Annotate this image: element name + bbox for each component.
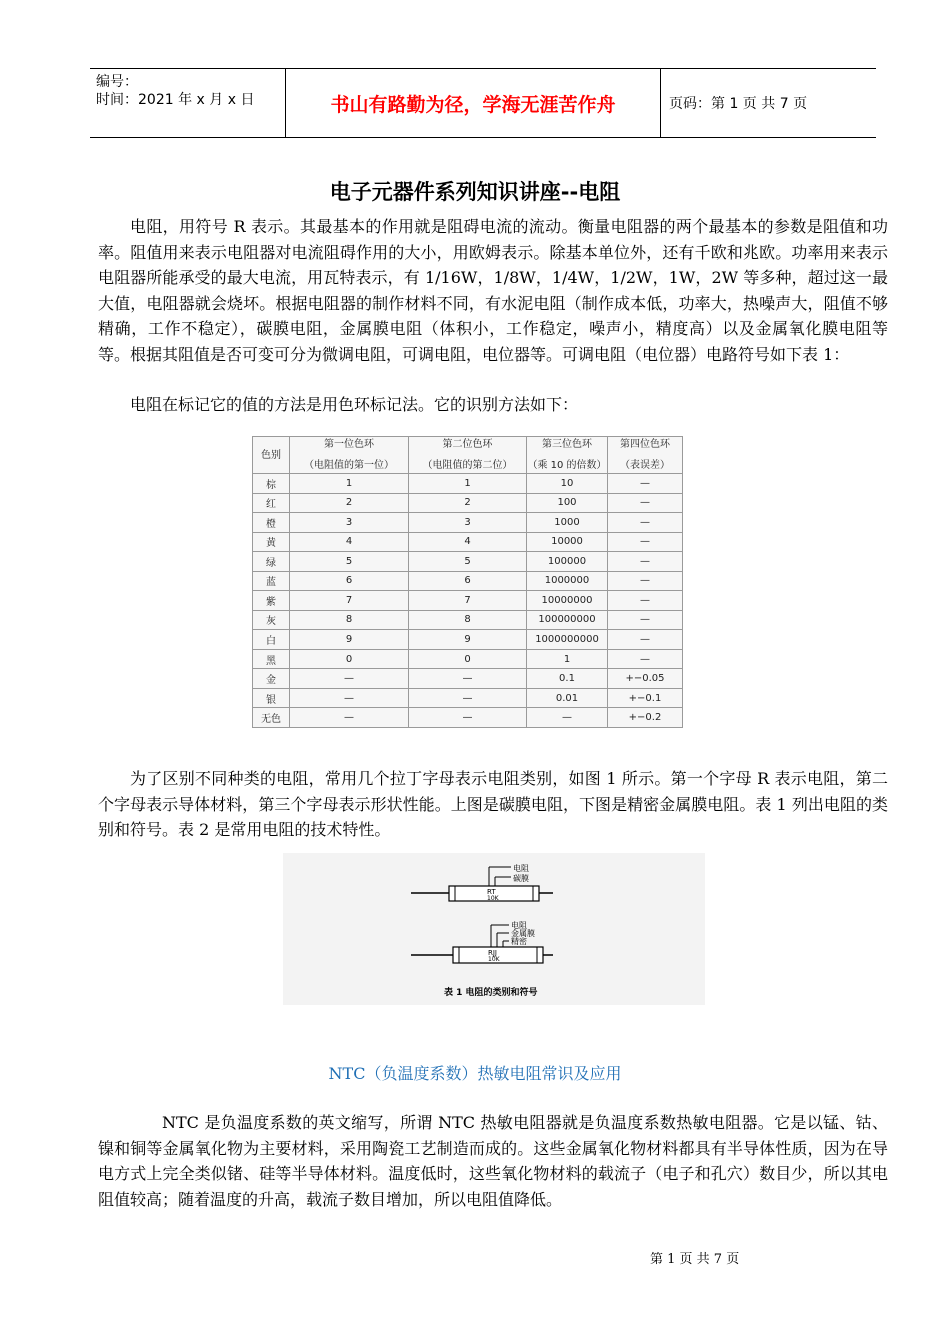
table-cell: +−0.1 <box>608 688 683 708</box>
table-row <box>253 630 683 650</box>
header-band-3: 第三位色环 （乘 10 的倍数） <box>527 437 608 474</box>
table-cell: 金 <box>253 669 290 689</box>
table-cell: 绿 <box>253 552 290 572</box>
top-code: RT <box>487 888 496 896</box>
bottom-label-2: 金属膜 <box>511 929 535 938</box>
table-cell: 5 <box>290 552 409 572</box>
table-cell: 9 <box>409 630 527 650</box>
table-cell: — <box>527 708 608 728</box>
page-footer: 第 1 页 共 7 页 <box>650 1252 740 1267</box>
table-cell: 0.01 <box>527 688 608 708</box>
table-cell: 1 <box>409 474 527 494</box>
resistor-diagram <box>283 853 705 1005</box>
table-cell: 棕 <box>253 474 290 494</box>
table-cell: — <box>608 474 683 494</box>
table-row <box>253 708 683 728</box>
table-cell: 4 <box>290 532 409 552</box>
page-title: 电子元器件系列知识讲座--电阻 <box>329 180 621 204</box>
table-row <box>253 669 683 689</box>
table-cell: 10000000 <box>527 591 608 611</box>
table-cell: 无色 <box>253 708 290 728</box>
table-cell: 8 <box>290 610 409 630</box>
paragraph-letter-codes: 为了区别不同种类的电阻，常用几个拉丁字母表示电阻类别，如图 1 所示。第一个字母 R 表示电阻，第二个字母表示导体材料，第三个字母表示形状性能。上图是碳膜电阻，下图是精密金属膜电阻。表 1 列出电阻的类别和符号。表 2 是常用电阻的技术特性。 <box>98 769 888 839</box>
table-cell: 黑 <box>253 649 290 669</box>
table-cell: 100 <box>527 493 608 513</box>
table-cell: — <box>608 591 683 611</box>
paragraph-color-code: 电阻在标记它的值的方法是用色环标记法。它的识别方法如下： <box>130 395 579 414</box>
paragraph-intro: 电阻，用符号 R 表示。其最基本的作用就是阻碍电流的流动。衡量电阻器的两个最基本的参数是阻值和功率。阻值用来表示电阻器对电流阻碍作用的大小，用欧姆表示。除基本单位外，还有千欧和兆欧。功率用来表示电阻器所能承受的最大电流，用瓦特表示，有 1/16W，1/8W，1/4W，1/2W，1W，2W 等多种，超过这一最大值，电阻器就会烧坏。根据电阻器的制作材料不同，有水泥电阻（制作成本低，功率大，热噪声大，阻值不够精确，工作不稳定），碳膜电阻，金属膜电阻（体积小，工作稳定，噪声小，精度高）以及金属氧化膜电阻等等。根据其阻值是否可变可分为微调电阻，可调电阻，电位器等。可调电阻（电位器）电路符号如下表 1： <box>98 217 888 364</box>
time-label: 时间：2021 年 x 月 x 日 <box>96 92 255 108</box>
table-cell: — <box>290 688 409 708</box>
table-cell: — <box>409 708 527 728</box>
table-cell: 3 <box>290 513 409 533</box>
ntc-heading: NTC（负温度系数）热敏电阻常识及应用 <box>328 1064 622 1083</box>
table-cell: 蓝 <box>253 571 290 591</box>
table-cell: 6 <box>290 571 409 591</box>
bottom-code: RJJ <box>488 949 497 957</box>
page-header <box>90 68 876 138</box>
table-cell: 8 <box>409 610 527 630</box>
table-cell: 1000000000 <box>527 630 608 650</box>
resistor-figure <box>283 853 705 1005</box>
table-row <box>253 474 683 494</box>
table-cell: — <box>608 571 683 591</box>
top-value: 10K <box>487 895 499 902</box>
header-motto: 书山有路勤为径，学海无涯苦作舟 <box>286 69 661 137</box>
table-cell: 7 <box>409 591 527 611</box>
table-cell: +−0.2 <box>608 708 683 728</box>
paragraph-ntc: NTC 是负温度系数的英文缩写，所谓 NTC 热敏电阻器就是负温度系数热敏电阻器。它是以锰、钴、镍和铜等金属氧化物为主要材料，采用陶瓷工艺制造而成的。这些金属氧化物材料都具有半导体性质，因为在导电方式上完全类似锗、硅等半导体材料。温度低时，这些氧化物材料的载流子（电子和孔穴）数目少，所以其电阻值较高；随着温度的升高，载流子数目增加，所以电阻值降低。 <box>98 1113 888 1209</box>
bottom-value: 10K <box>488 956 500 963</box>
table-cell: 紫 <box>253 591 290 611</box>
table-cell: — <box>608 493 683 513</box>
table-cell: — <box>608 630 683 650</box>
table-cell: 5 <box>409 552 527 572</box>
table-row <box>253 610 683 630</box>
header-band-4: 第四位色环 （表误差） <box>608 437 683 474</box>
table-cell: 黄 <box>253 532 290 552</box>
table-cell: — <box>290 669 409 689</box>
table-cell: 100000 <box>527 552 608 572</box>
top-label-2: 碳膜 <box>513 874 529 883</box>
table-cell: 0 <box>409 649 527 669</box>
table-cell: 1000 <box>527 513 608 533</box>
header-band-1: 第一位色环 （电阻值的第一位） <box>290 437 409 474</box>
color-code-table <box>252 436 682 728</box>
table-cell: 10000 <box>527 532 608 552</box>
table-cell: 10 <box>527 474 608 494</box>
table-row <box>253 591 683 611</box>
bottom-label-1: 电阻 <box>511 921 527 930</box>
table-row <box>253 688 683 708</box>
table-cell: 2 <box>290 493 409 513</box>
table-cell: — <box>409 669 527 689</box>
table-cell: 4 <box>409 532 527 552</box>
table-cell: — <box>608 532 683 552</box>
table-cell: — <box>608 513 683 533</box>
table-cell: — <box>608 552 683 572</box>
table-cell: 0.1 <box>527 669 608 689</box>
table-cell: 白 <box>253 630 290 650</box>
table-cell: 9 <box>290 630 409 650</box>
table-cell: — <box>409 688 527 708</box>
color-code-grid <box>252 436 683 728</box>
table-cell: 6 <box>409 571 527 591</box>
header-color: 色别 <box>253 437 290 474</box>
table-header-row <box>253 437 683 474</box>
table-cell: 7 <box>290 591 409 611</box>
table-cell: — <box>608 610 683 630</box>
table-row <box>253 571 683 591</box>
table-cell: 100000000 <box>527 610 608 630</box>
header-page-label: 页码：第 1 页 共 7 页 <box>669 96 808 112</box>
table-cell: — <box>608 649 683 669</box>
table-cell: 1 <box>290 474 409 494</box>
table-cell: 3 <box>409 513 527 533</box>
table-row <box>253 649 683 669</box>
table-cell: 2 <box>409 493 527 513</box>
table-cell: 1 <box>527 649 608 669</box>
table-cell: 1000000 <box>527 571 608 591</box>
table-cell: +−0.05 <box>608 669 683 689</box>
table-cell: — <box>290 708 409 728</box>
table-row <box>253 513 683 533</box>
table-cell: 灰 <box>253 610 290 630</box>
header-band-2: 第二位色环 （电阻值的第二位） <box>409 437 527 474</box>
bottom-label-3: 精密 <box>511 937 527 946</box>
table-cell: 红 <box>253 493 290 513</box>
table-row <box>253 532 683 552</box>
table-row <box>253 493 683 513</box>
table-cell: 银 <box>253 688 290 708</box>
figure-caption: 表 1 电阻的类别和符号 <box>444 988 538 998</box>
table-row <box>253 552 683 572</box>
table-cell: 0 <box>290 649 409 669</box>
top-label-1: 电阻 <box>513 864 529 873</box>
table-cell: 橙 <box>253 513 290 533</box>
number-label: 编号： <box>96 74 138 90</box>
header-meta <box>90 69 286 137</box>
